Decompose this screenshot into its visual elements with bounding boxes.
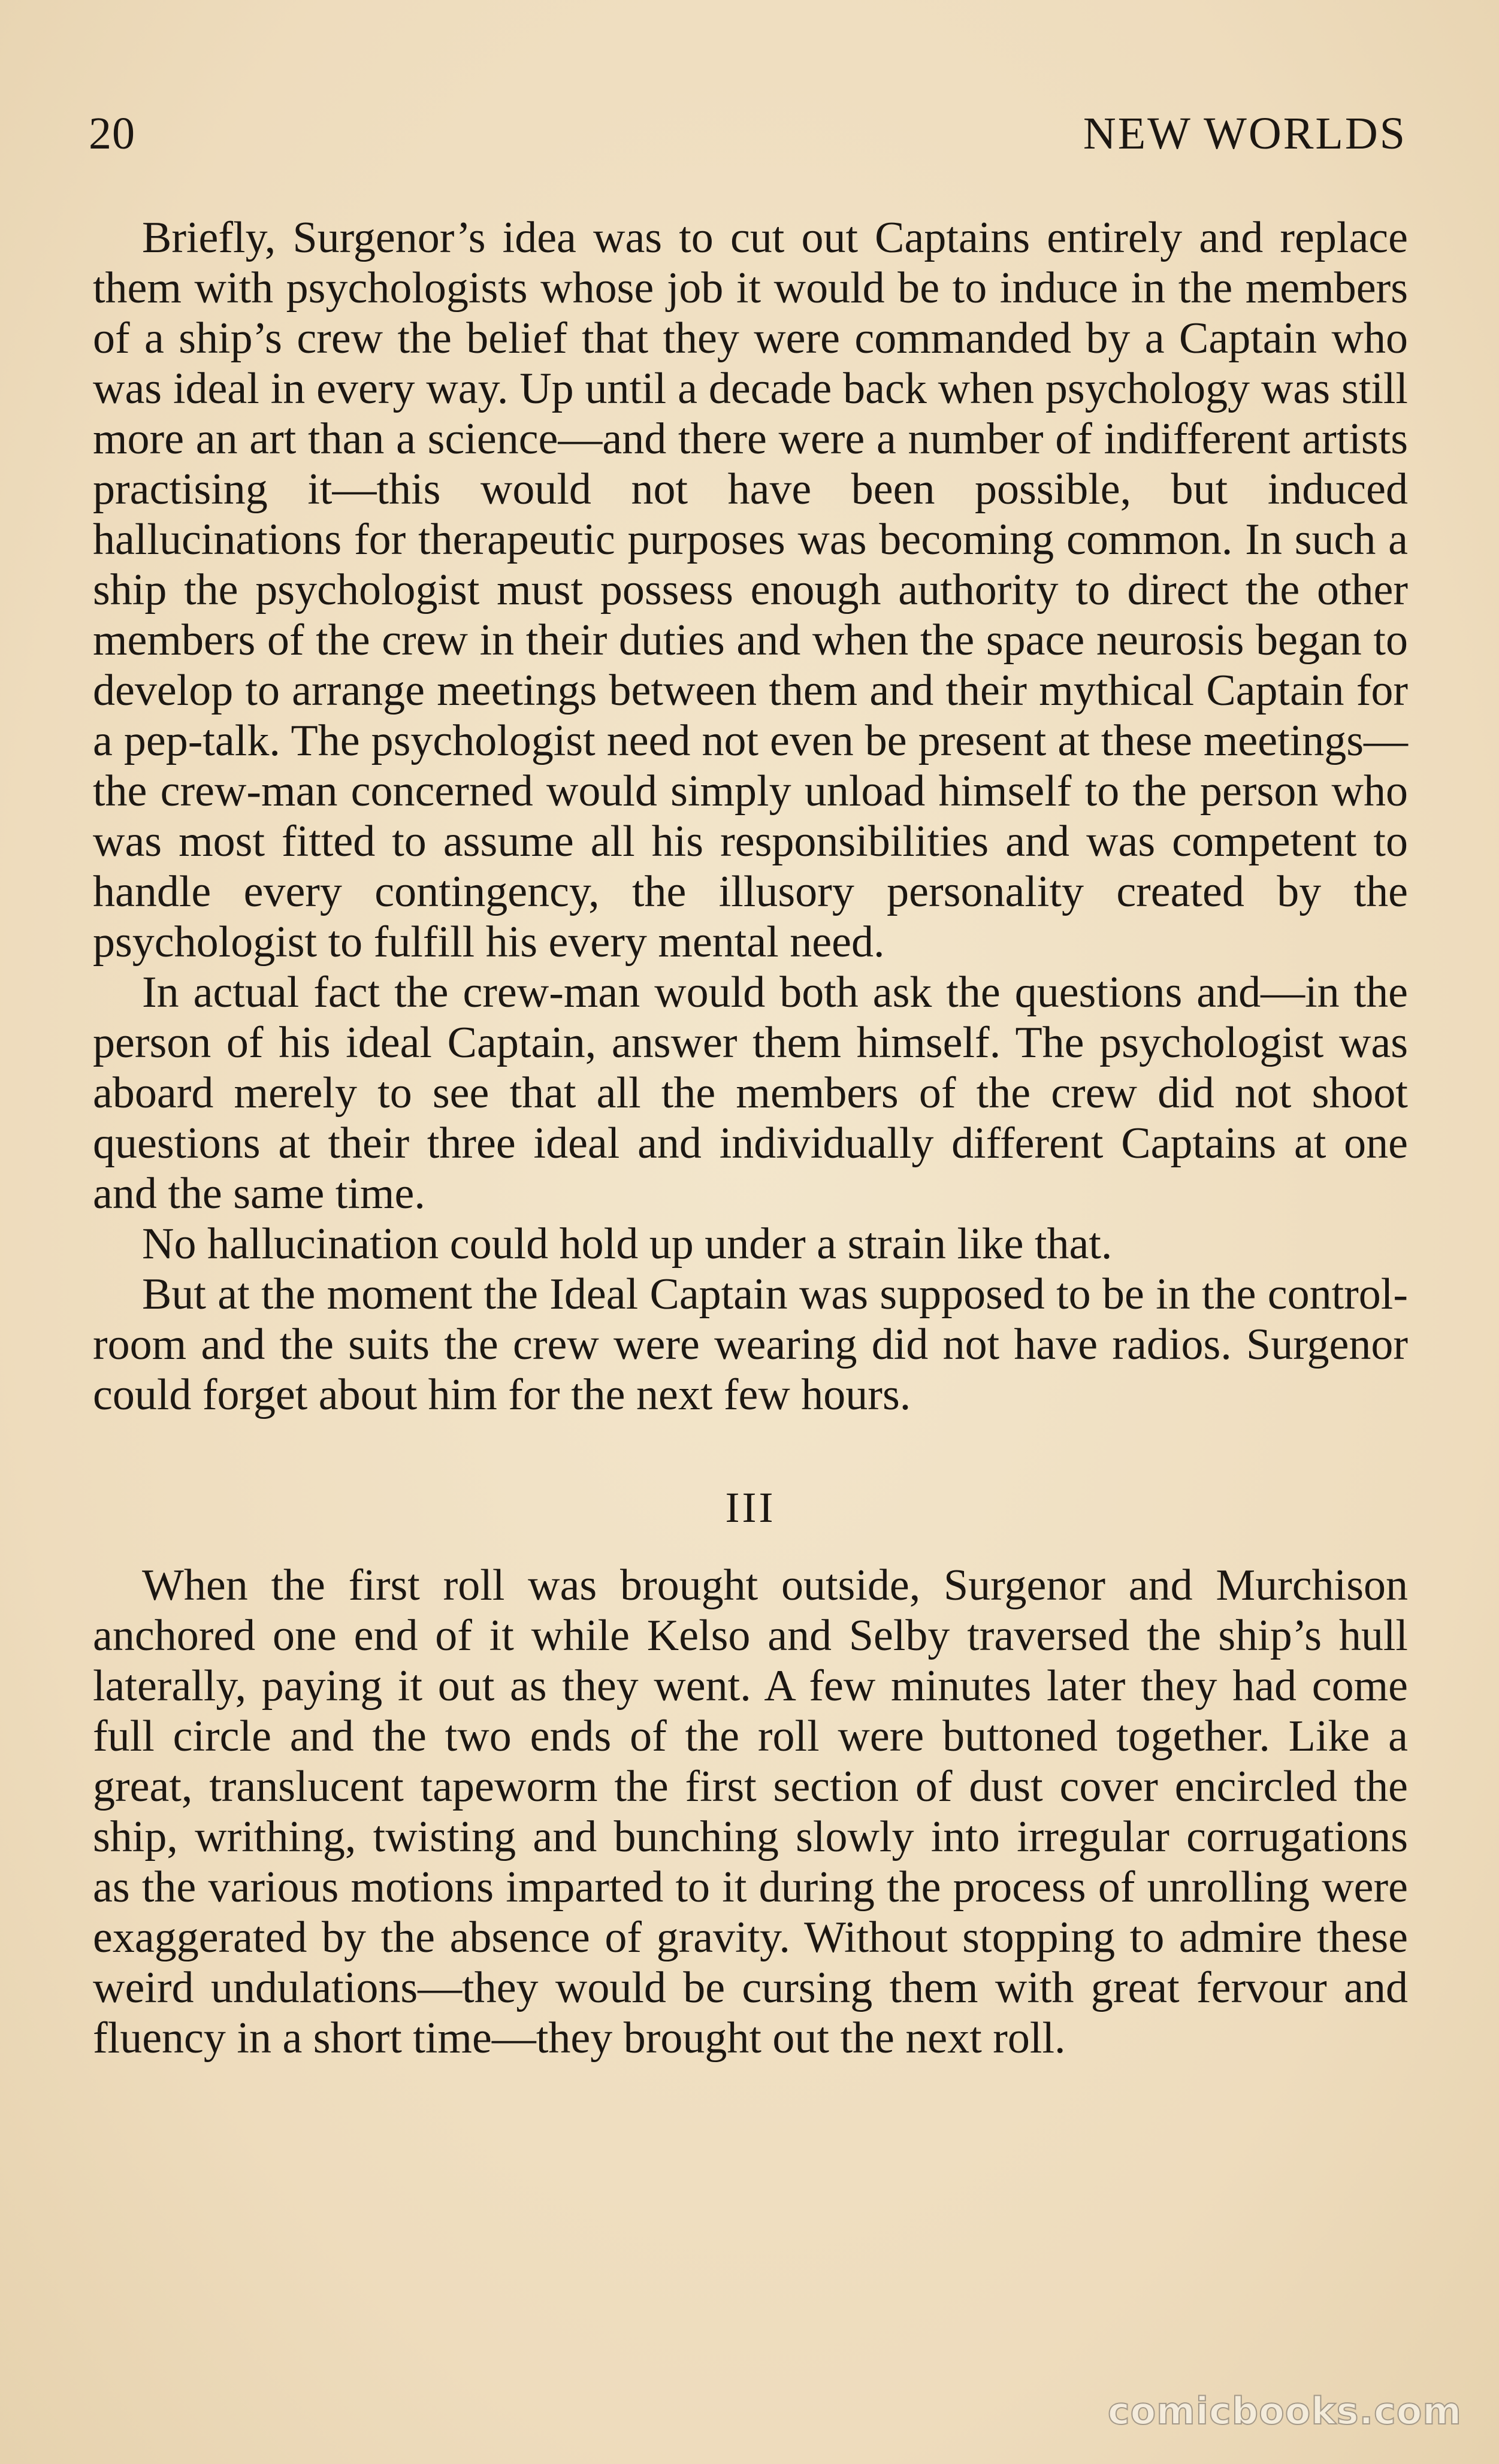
paragraph: Briefly, Surgenor’s idea was to cut out Captains entirely and replace them with psychologists whose job it would be to induce in the members of a ship’s crew the belief that they were commanded by a Captain who was ideal in every way. Up until a decade back when psychology was still more an art than a science—and there were a number of indifferent artists practising it—this would not have been possible, but induced hallucinations for therapeutic purposes was becoming common. In such a ship the psychologist must possess enough authority to direct the other members of the crew in their duties and when the space neurosis began to develop to arrange meetings between them and their mythical Captain for a pep-talk. The psychologist need not even be present at these meetings—the crew-man concerned would simply unload himself to the person who was most fitted to assume all his responsibilities and was competent to handle every contingency, the illusory personality created by the psychologist to fulfill his every mental need. xyxy=(93,213,1408,967)
paragraph: No hallucination could hold up under a strain like that. xyxy=(142,1219,1113,1269)
watermark-logo: comicbooks.com xyxy=(1107,2389,1462,2433)
running-head xyxy=(89,108,1407,174)
paragraph: When the first roll was brought outside, Surgenor and Murchison anchored one end of it while Kelso and Selby traversed the ship’s hull laterally, paying it out as they went. A few minutes later they had come full circle and the two ends of the roll were buttoned together. Like a great, translucent tapeworm the first section of dust cover encircled the ship, writhing, twisting and bunching slowly into irregular corrugations as the various motions imparted to it during the process of unrolling were exaggerated by the absence of gravity. Without stopping to admire these weird undulations—they would be cursing them with great fervour and fluency in a short time—they brought out the next roll. xyxy=(93,1561,1408,2063)
paragraph: But at the moment the Ideal Captain was supposed to be in the control-room and the suits the crew were wearing did not have radios. Surgenor could forget about him for the next few hours. xyxy=(93,1270,1408,1419)
paragraph: In actual fact the crew-man would both ask the questions and—in the person of his ideal Captain, answer them himself. The psychologist was aboard merely to see that all the members of the crew did not shoot questions at their three ideal and individually different Captains at one and the same time. xyxy=(93,968,1408,1218)
section-heading: III xyxy=(725,1484,776,1531)
running-title: NEW WORLDS xyxy=(1083,108,1407,159)
page-number: 20 xyxy=(89,108,135,159)
body-text xyxy=(93,213,1408,2063)
